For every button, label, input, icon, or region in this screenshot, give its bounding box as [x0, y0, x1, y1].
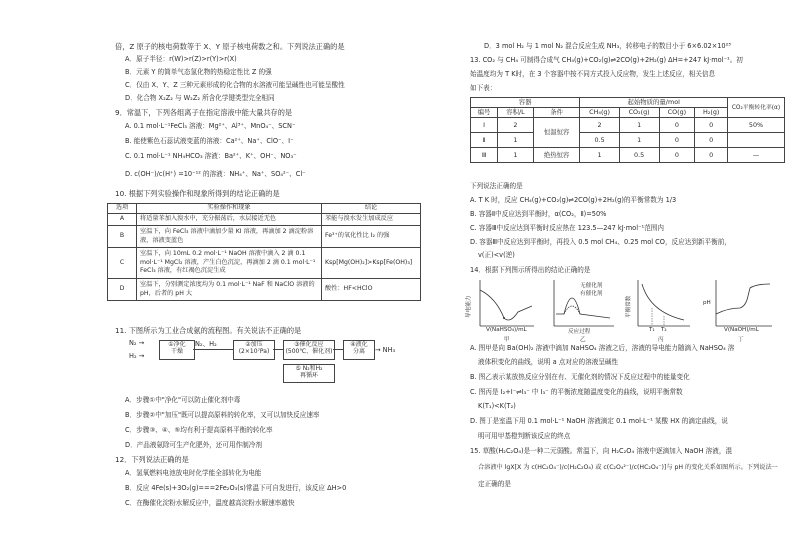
graph-jia-ylabel: 导电能力 — [466, 295, 472, 318]
q10-cell: D — [108, 279, 137, 301]
q10-cell: B — [108, 226, 137, 248]
q13-cell: 1 — [619, 118, 659, 133]
q13-subheader: CH₄(g) — [580, 108, 619, 118]
flow-step-catalysis-line1: ③催化反应 — [294, 341, 324, 348]
table-row — [108, 248, 421, 279]
q12-option-b: B．反应 4Fe(s)+3O₂(g)===2Fe₂O₃(s)常温下可自发进行，该反应 ΔH>0 — [125, 484, 347, 492]
q11-option-b: B．步骤②中"加压"既可以提高原料的转化率，又可以加快反应速率 — [125, 411, 320, 419]
q13-cell: 0 — [695, 133, 728, 148]
q8-option-c: C．仅由 X、Y、Z 三种元素形成的化合物的水溶液可能呈碱性也可能呈酸性 — [125, 81, 345, 89]
q11-option-d: D．产品液氨除可生产化肥外，还可用作制冷剂 — [125, 441, 262, 449]
flow-arrow — [273, 349, 283, 350]
q14-option-d: D. 图丁是室温下用 0.1 mol·L⁻¹ NaOH 溶液滴定 0.1 mol·L⁻¹ 某酸 HX 的滴定曲线，说 — [470, 417, 728, 425]
q10-header-option: 选项 — [108, 204, 137, 214]
q9-option-b: B. 能使紫色石蕊试液变蓝的溶液：Ca²⁺、Na⁺、ClO⁻、I⁻ — [125, 137, 294, 145]
graph-bing-ylabel: 平衡常数 — [626, 295, 632, 318]
q10-cell: 将适量苯加入溴水中，充分振荡后，水层接近无色 — [137, 214, 322, 226]
q9-option-d: D. c(OH⁻)/c(H⁺) =10⁻¹² 的溶液：NH₄⁺、Na⁺、SO₄²⁻、Cl⁻ — [125, 170, 306, 178]
q9-option-c: C. 0.1 mol·L⁻¹ NH₄HCO₃ 溶液：Ba²⁺、K⁺、OH⁻、NO₃⁻ — [125, 152, 297, 160]
q13-cell: 0 — [659, 118, 695, 133]
flow-arrow — [333, 349, 343, 350]
q15-line2: 合溶液中 lgX[X 为 c(HC₂O₄⁻)/c(H₂C₂O₄) 或 c(C₂O₄²⁻)/c(HC₂O₄⁻)]与 pH 的变化关系如图所示。下列说法一 — [478, 464, 778, 471]
graph-jia-caption: 甲 — [504, 337, 510, 343]
q13-header-conversion: CO₂平衡转化率(α) — [728, 98, 785, 118]
graph-ding-caption: 丁 — [738, 337, 744, 343]
q12-option-a: A．氢氧燃料电池放电时化学能全部转化为电能 — [125, 469, 262, 477]
q10-cell: Ksp[Mg(OH)₂]>Ksp[Fe(OH)₃] — [322, 248, 421, 279]
graph-yi-note-catalyst: 有催化剂 — [580, 291, 603, 297]
flow-arrow — [193, 349, 233, 350]
q13-option-d: D. 容器Ⅲ中反应达到平衡时，再投入 0.5 mol CH₄、0.25 mol CO，反应达到新平衡前， — [470, 238, 731, 246]
graph-yi-note-no-catalyst: 无催化剂 — [580, 283, 603, 289]
q14-option-a-cont: 液体积变化的曲线，说明 a 点对应的溶液呈碱性 — [478, 358, 619, 366]
flow-step-catalysis — [283, 340, 335, 360]
q13-cell: 恒温恒容 — [533, 118, 580, 148]
flow-step-recycle-line2: 再循环 — [299, 372, 318, 379]
q12-stem: 12．下列说法正确的是 — [115, 455, 189, 464]
q8-stem: 倍，Z 原子的核电荷数等于 X、Y 原子核电荷数之和。下列说法正确的是 — [115, 42, 345, 51]
q13-subheader: CO₂(g) — [619, 108, 659, 118]
flow-step-liquefy-line2: 分离 — [352, 348, 365, 355]
q13-cell: 0 — [695, 118, 728, 133]
flow-step-purify — [159, 340, 195, 360]
q11-option-a: A．步骤①中"净化"可以防止催化剂中毒 — [125, 396, 241, 404]
flow-output-nh3: → NH₃ — [375, 346, 396, 354]
q13-cell: 1 — [498, 148, 534, 163]
q14-option-d-cont: 明可用甲基橙判断该反应的终点 — [478, 432, 571, 440]
graph-yi-xlabel: 反应过程 — [568, 329, 591, 335]
q15-line3: 定正确的是 — [478, 480, 511, 488]
q13-option-d-cont: v(正)<v(逆) — [478, 251, 515, 259]
q10-cell: 室温下，向 FeCl₃ 溶液中滴加少量 KI 溶液，再滴加 2 滴淀粉溶液，溶液变蓝色 — [137, 226, 322, 248]
q9-option-a: A. 0.1 mol·L⁻¹FeCl₃ 溶液：Mg²⁺、Al³⁺、MnO₄⁻、SCN⁻ — [125, 122, 296, 130]
q10-cell: A — [108, 214, 137, 226]
q13-subheader: 条件 — [533, 108, 580, 118]
flow-step-liquefy-line1: ④液化 — [350, 341, 368, 348]
q15-line1: 15. 草酸(H₂C₂O₄)是一种二元弱酸。常温下，向 H₂C₂O₄ 溶液中逐滴加入 NaOH 溶液，混 — [470, 447, 733, 455]
q9-stem: 9．常温下，下列各组离子在指定溶液中能大量共存的是 — [115, 108, 293, 117]
graph-bing-t2: T₂ — [661, 327, 667, 333]
q13-cell: 1 — [580, 148, 619, 163]
q13-cell: 1 — [619, 133, 659, 148]
q10-cell: 苯能与溴水发生加成反应 — [322, 214, 421, 226]
flow-step-pressurize-line1: ②加压 — [245, 341, 263, 348]
flow-step-catalysis-line2: (500℃、催化剂) — [285, 348, 333, 355]
q10-cell: 室温下，分别测定浓度均为 0.1 mol·L⁻¹ NaF 和 NaClO 溶液的 pH，后者的 pH 大 — [137, 279, 322, 301]
q13-stem-line3: 如下表： — [470, 84, 497, 92]
q13-cell: 0.5 — [580, 133, 619, 148]
q14-option-a: A. 图甲是向 Ba(OH)₂ 溶液中滴加 NaHSO₄ 溶液之后，溶液的导电能力随滴入 NaHSO₄ 溶 — [470, 344, 735, 352]
q13-ask: 下列说法正确的是 — [470, 182, 523, 190]
q13-stem-line1: 13. CO₂ 与 CH₄ 可制得合成气 CH₄(g)+CO₂(g)⇌2CO(g)+2H₂(g) ΔH=+247 kJ·mol⁻¹。初 — [470, 56, 743, 64]
q13-cell: 0 — [695, 148, 728, 163]
q11-option-c: C．步骤③、④、⑤均有利于提高原料平衡的转化率 — [125, 426, 273, 434]
q13-subheader: H₂(g) — [695, 108, 728, 118]
q8-option-d: D．化合物 X₂Z₂ 与 W₂Z₂ 所含化学键类型完全相同 — [125, 94, 275, 102]
graph-bing-t1: T₁ — [649, 327, 655, 333]
graph-ding-ylabel: pH — [703, 300, 711, 306]
q13-header-initial-amount: 起始物质的量/mol — [580, 98, 728, 108]
q8-option-b: B．元素 Y 的简单气态氢化物的热稳定性比 Z 的强 — [125, 68, 272, 76]
q12-option-d: D．3 mol H₂ 与 1 mol N₂ 混合反应生成 NH₃，转移电子的数目小于 6×6.02×10²³ — [484, 42, 731, 50]
flow-step-purify-line1: ①净化 — [168, 341, 186, 348]
graph-yi-caption: 乙 — [580, 337, 586, 343]
graph-jia-xlabel: V(NaHSO₄)/mL — [486, 327, 527, 333]
q13-option-a: A. T K 时，反应 CH₄(g)+CO₂(g)⇌2CO(g)+2H₂(g)的平衡常数为 1/3 — [470, 196, 677, 204]
q13-stem-line2: 始温度均为 T K时，在 3 个容器中按不同方式投入反应物，发生上述反应，相关信息 — [470, 70, 716, 78]
q13-cell: Ⅲ — [471, 148, 498, 163]
q13-cell: Ⅱ — [471, 133, 498, 148]
q13-cell: 0.5 — [619, 148, 659, 163]
q13-option-b: B. 容器Ⅱ中反应达到平衡时，α(CO₂，Ⅱ)=50% — [470, 210, 607, 218]
graph-bing-caption: 丙 — [658, 337, 664, 343]
q12-option-c: C．在酶催化淀粉水解反应中，温度越高淀粉水解速率越快 — [125, 499, 295, 507]
q13-header-container: 容器 — [471, 98, 580, 108]
q10-cell: 室温下，向 10mL 0.2 mol·L⁻¹ NaOH 溶液中滴入 2 滴 0.1 mol·L⁻¹ MgCl₂ 溶液，产生白色沉淀，再滴加 2 滴 0.1 mol·L⁻¹ FeCl₃ 溶液，有红褐色沉淀生成 — [137, 248, 322, 279]
flow-step-purify-line2: 干燥 — [170, 348, 183, 355]
q13-cell: 绝热恒容 — [533, 148, 580, 163]
flow-step-recycle — [283, 364, 335, 383]
q13-table — [470, 97, 785, 163]
q13-cell: 2 — [498, 118, 534, 133]
graph-ding-xlabel: V(NaOH)/mL — [724, 327, 759, 333]
flow-step-liquefy — [343, 340, 375, 360]
q10-cell: 酸性：HF<HClO — [322, 279, 421, 301]
q8-option-a: A．原子半径：r(W)>r(Z)>r(Y)>r(X) — [125, 55, 237, 63]
q10-cell: Fe³⁺的氧化性比 I₂ 的强 — [322, 226, 421, 248]
q10-stem: 10. 根据下列实验操作和现象所得到的结论正确的是 — [115, 189, 280, 198]
q14-option-c-cont: K(T₁)<K(T₂) — [478, 402, 516, 410]
q13-cell — [728, 133, 785, 148]
q13-subheader: 编号 — [471, 108, 498, 118]
q14-option-c: C. 图丙是 I₂+I⁻⇌I₃⁻ 中 I₃⁻ 的平衡浓度随温度变化的曲线，说明平衡常数 — [470, 388, 683, 396]
q13-cell: — — [728, 148, 785, 163]
q13-cell: 50% — [728, 118, 785, 133]
flow-mid-label: N₂、H₂ — [195, 340, 217, 348]
table-row — [108, 214, 421, 226]
q10-cell: C — [108, 248, 137, 279]
q13-cell: 0 — [659, 133, 695, 148]
q14-option-b: B. 图乙表示某放热反应分别在有、无催化剂的情况下反应过程中的能量变化 — [470, 373, 690, 381]
table-row — [471, 148, 785, 163]
q13-option-c: C. 容器Ⅲ中反应达到平衡时反应热在 123.5—247 kJ·mol⁻¹范围内 — [470, 224, 664, 232]
q10-header-conclusion: 结论 — [322, 204, 421, 214]
flow-input-n2: N₂ → — [129, 339, 145, 347]
flow-step-pressurize — [233, 340, 275, 360]
q10-header-operation: 实验操作和现象 — [137, 204, 322, 214]
q14-stem: 14．根据下列图示所得出的结论正确的是 — [470, 266, 591, 274]
q11-stem: 11. 下图所示为工业合成氨的流程图。有关说法不正确的是 — [115, 326, 302, 335]
table-row — [108, 279, 421, 301]
q13-subheader: CO(g) — [659, 108, 695, 118]
flow-step-recycle-line1: ⑤ N₂和H₂ — [295, 365, 323, 372]
flow-step-pressurize-line2: (2×10⁷Pa) — [238, 348, 270, 355]
table-row — [471, 133, 785, 148]
q13-subheader: 容积/L — [498, 108, 534, 118]
q13-cell: Ⅰ — [471, 118, 498, 133]
q10-table — [107, 203, 421, 301]
flow-input-h2: H₂ → — [129, 352, 145, 360]
table-row — [471, 118, 785, 133]
table-row — [108, 226, 421, 248]
q13-cell: 1 — [498, 133, 534, 148]
q13-cell: 2 — [580, 118, 619, 133]
q13-cell: 0 — [659, 148, 695, 163]
